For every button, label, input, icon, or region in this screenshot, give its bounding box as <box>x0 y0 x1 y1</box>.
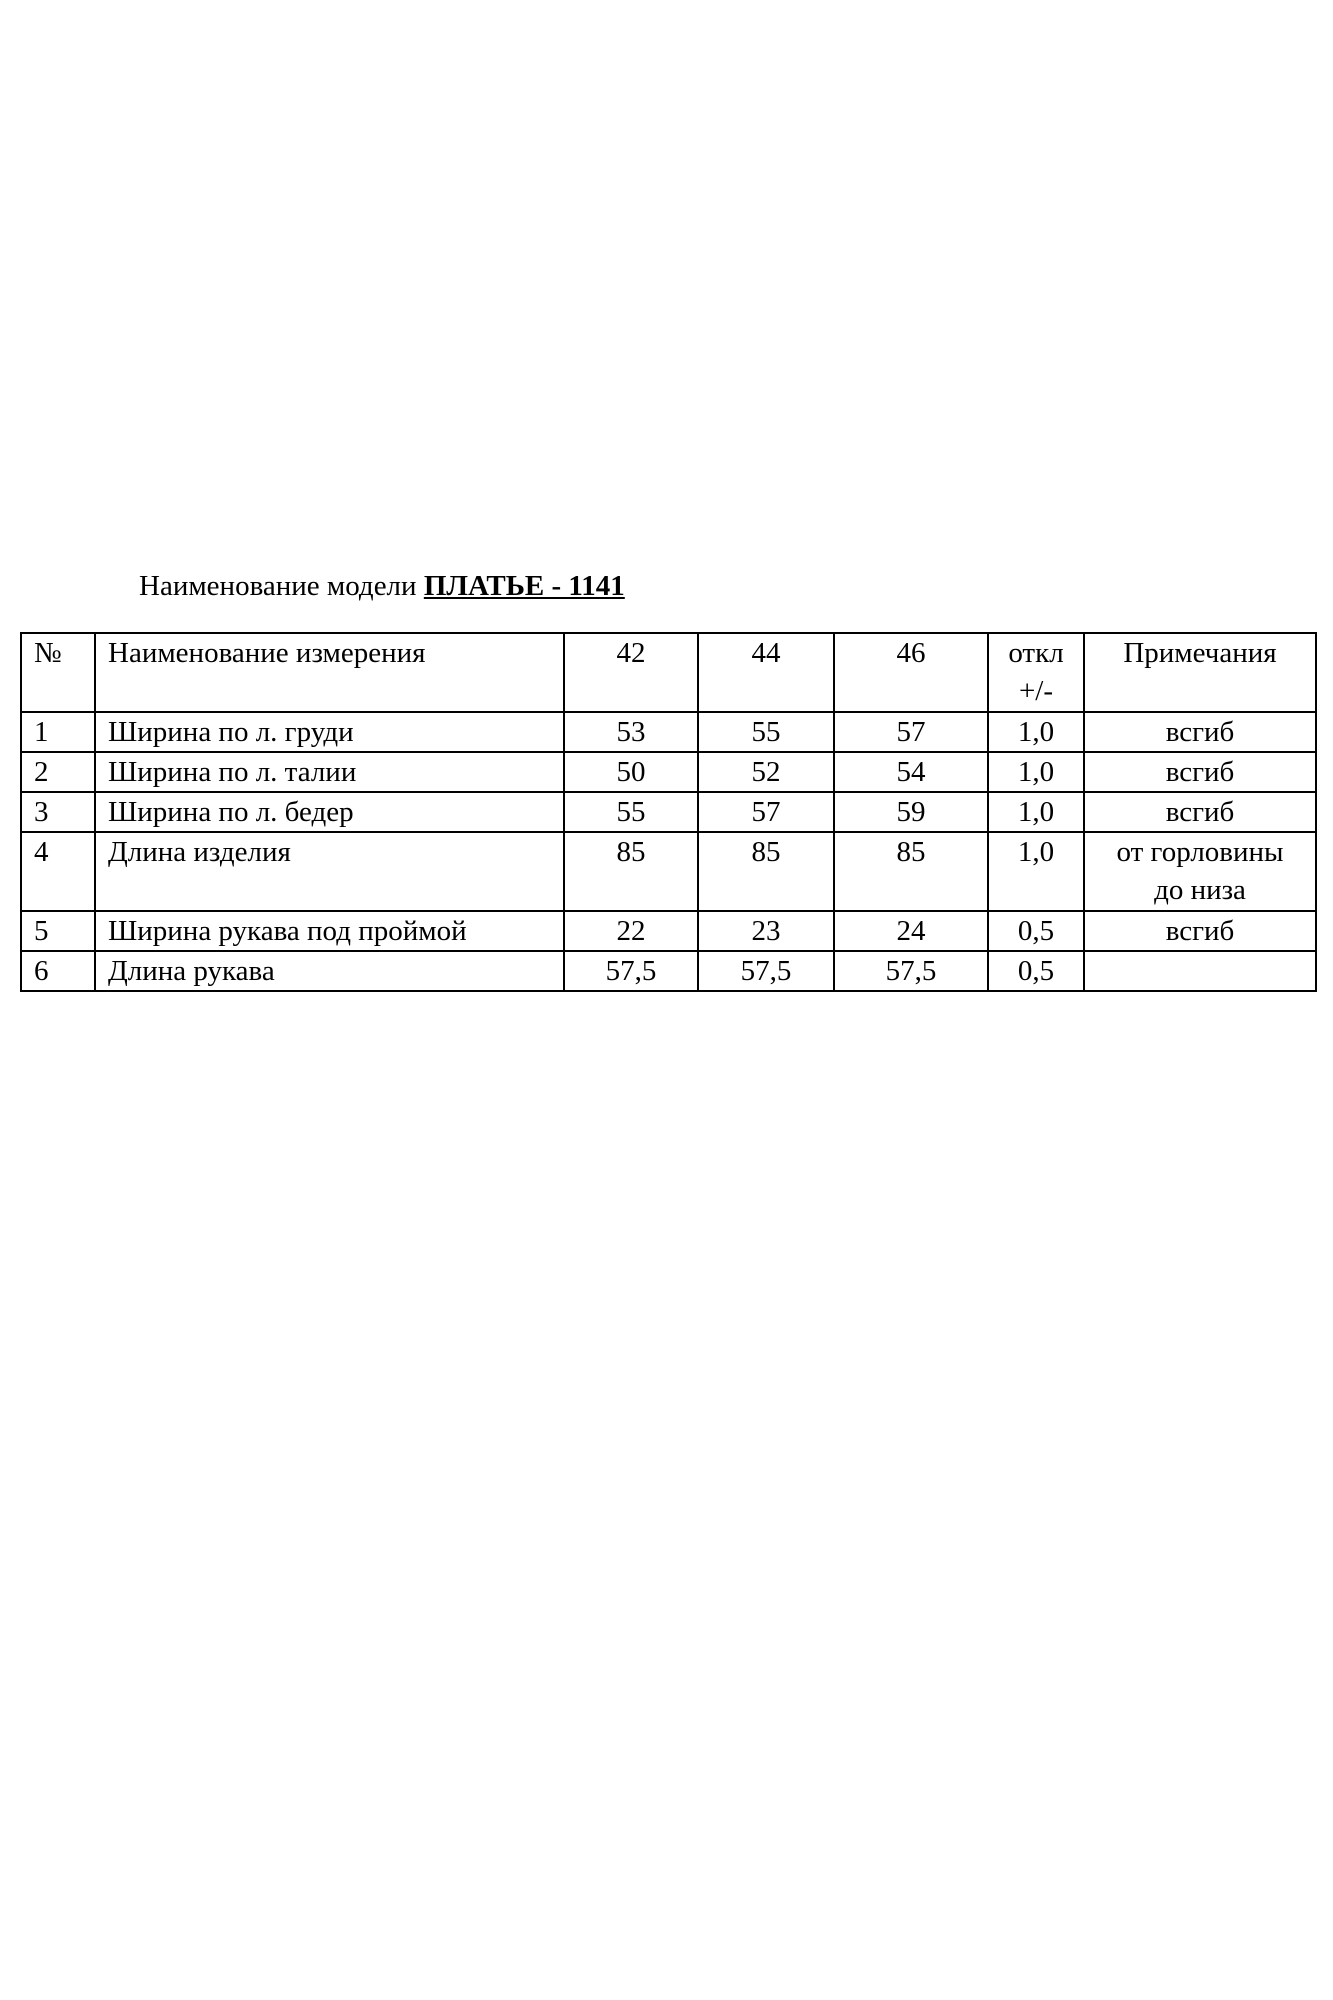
row-size-46: 57 <box>834 712 988 752</box>
row-note-line2: до низа <box>1154 874 1246 906</box>
table-row <box>21 752 1316 792</box>
header-measurement: Наименование измерения <box>95 633 564 712</box>
row-size-42: 50 <box>564 752 698 792</box>
header-size-46: 46 <box>834 633 988 712</box>
row-size-46: 24 <box>834 911 988 951</box>
header-size-44: 44 <box>698 633 834 712</box>
row-note <box>1084 951 1316 991</box>
row-tolerance: 1,0 <box>988 752 1084 792</box>
row-size-46: 57,5 <box>834 951 988 991</box>
row-note <box>1084 832 1316 911</box>
row-size-44: 23 <box>698 911 834 951</box>
row-number: 4 <box>21 832 95 911</box>
row-note: всгиб <box>1084 752 1316 792</box>
model-heading-prefix: Наименование модели <box>139 570 417 602</box>
row-number: 3 <box>21 792 95 832</box>
row-size-46: 54 <box>834 752 988 792</box>
model-name: ПЛАТЬЕ - 1141 <box>423 570 625 602</box>
header-number: № <box>21 633 95 712</box>
row-size-46: 59 <box>834 792 988 832</box>
table-row <box>21 951 1316 991</box>
table-row <box>21 712 1316 752</box>
row-tolerance: 0,5 <box>988 911 1084 951</box>
row-tolerance: 0,5 <box>988 951 1084 991</box>
row-number: 2 <box>21 752 95 792</box>
row-size-42: 57,5 <box>564 951 698 991</box>
row-measurement-name: Ширина по л. бедер <box>95 792 564 832</box>
table-body <box>21 633 1316 991</box>
row-number: 6 <box>21 951 95 991</box>
row-note: всгиб <box>1084 712 1316 752</box>
model-heading <box>139 566 625 606</box>
row-size-44: 55 <box>698 712 834 752</box>
row-size-46: 85 <box>834 832 988 911</box>
row-size-42: 53 <box>564 712 698 752</box>
row-size-44: 57,5 <box>698 951 834 991</box>
header-tolerance <box>988 633 1084 712</box>
row-measurement-name: Ширина по л. талии <box>95 752 564 792</box>
row-measurement-name: Длина изделия <box>95 832 564 911</box>
row-size-42: 22 <box>564 911 698 951</box>
table-row <box>21 911 1316 951</box>
row-note: всгиб <box>1084 792 1316 832</box>
measurement-table <box>20 632 1317 992</box>
row-number: 1 <box>21 712 95 752</box>
row-measurement-name: Ширина по л. груди <box>95 712 564 752</box>
row-tolerance: 1,0 <box>988 832 1084 911</box>
row-size-42: 85 <box>564 832 698 911</box>
row-number: 5 <box>21 911 95 951</box>
row-note: всгиб <box>1084 911 1316 951</box>
row-tolerance: 1,0 <box>988 792 1084 832</box>
header-notes: Примечания <box>1084 633 1316 712</box>
row-size-42: 55 <box>564 792 698 832</box>
header-tolerance-line1: откл <box>1008 637 1064 669</box>
table-header-row <box>21 633 1316 712</box>
row-note-line1: от горловины <box>1116 836 1284 868</box>
row-size-44: 52 <box>698 752 834 792</box>
header-size-42: 42 <box>564 633 698 712</box>
row-size-44: 57 <box>698 792 834 832</box>
table-row <box>21 792 1316 832</box>
row-measurement-name: Длина рукава <box>95 951 564 991</box>
row-size-44: 85 <box>698 832 834 911</box>
row-measurement-name: Ширина рукава под проймой <box>95 911 564 951</box>
header-tolerance-line2: +/- <box>1018 675 1054 707</box>
row-tolerance: 1,0 <box>988 712 1084 752</box>
table-row <box>21 832 1316 911</box>
